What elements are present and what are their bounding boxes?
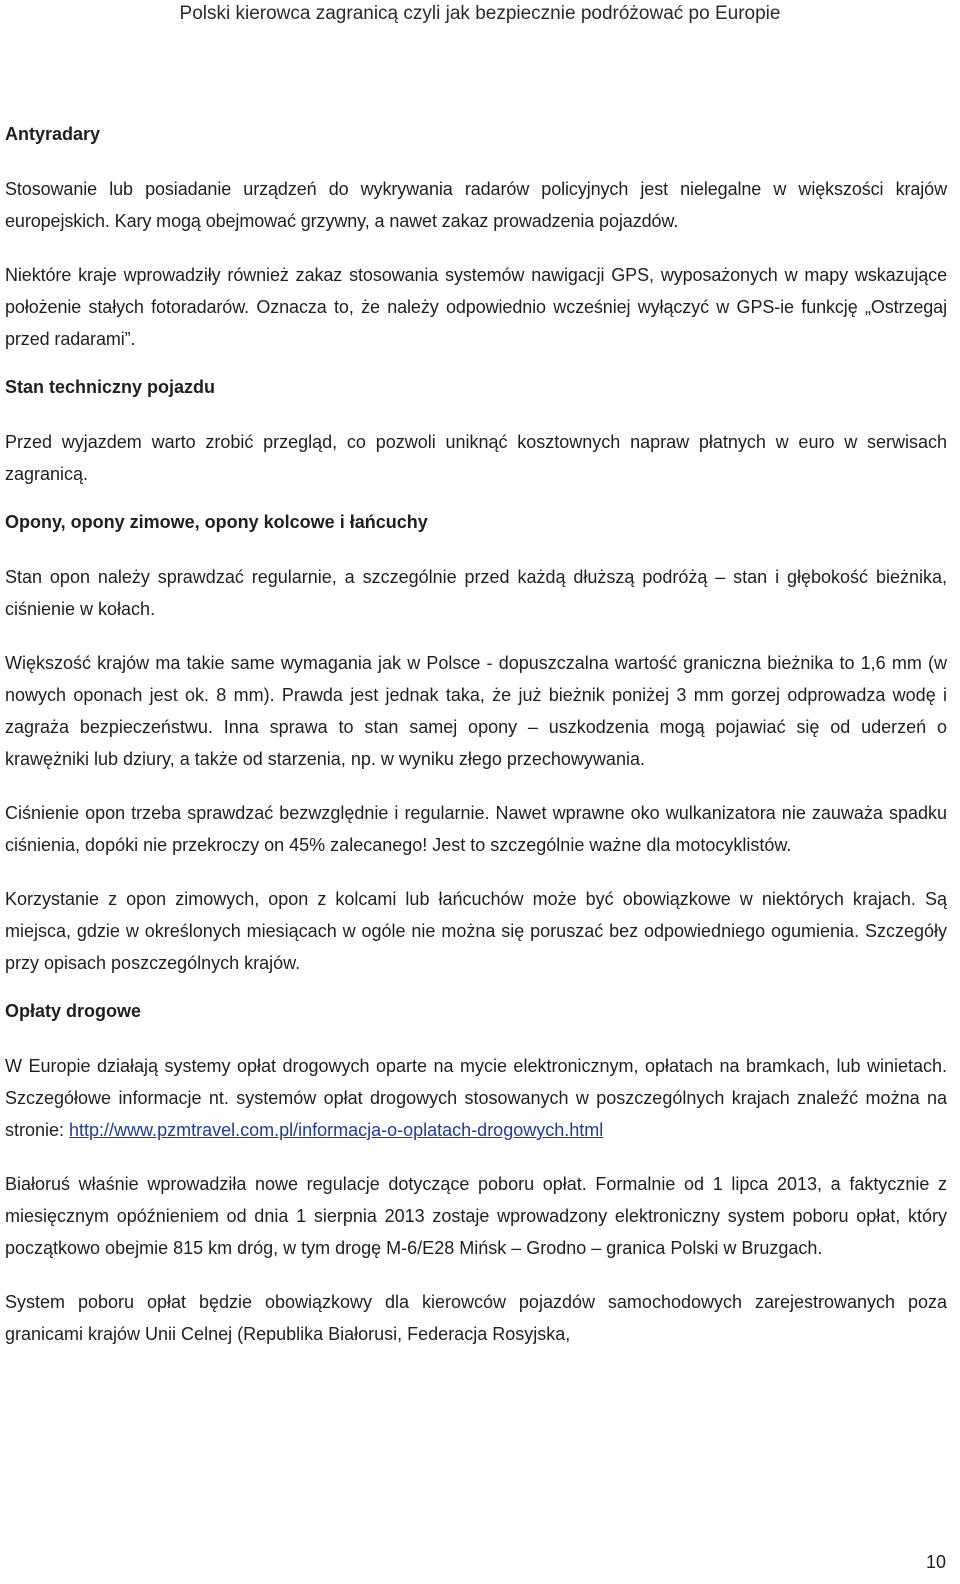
- pzmtravel-link[interactable]: http://www.pzmtravel.com.pl/informacja-o-oplatach-drogowych.html: [69, 1120, 604, 1140]
- page-number: 10: [925, 1552, 946, 1572]
- page-header: Polski kierowca zagranicą czyli jak bezpiecznie podróżować po Europie: [179, 3, 781, 24]
- paragraph-opony-4: Korzystanie z opon zimowych, opon z kolcami lub łańcuchów może być obowiązkowe w niektórych krajach. Są miejsca, gdzie w określonych miesiącach w ogóle nie można się poruszać bez odpowiedniego ogumienia. Szczegóły przy opisach poszczególnych krajów.: [5, 889, 947, 973]
- paragraph-opony-1: Stan opon należy sprawdzać regularnie, a szczególnie przed każdą dłuższą podróżą – stan i głębokość bieżnika, ciśnienie w kołach.: [5, 567, 947, 619]
- paragraph-antyradary-2: [5, 259, 947, 355]
- paragraph-antyradary-1: Stosowanie lub posiadanie urządzeń do wykrywania radarów policyjnych jest nielegalne w większości krajów europejskich. Kary mogą obejmować grzywny, a nawet zakaz prowadzenia pojazdów.: [5, 179, 947, 231]
- paragraph-oplaty-1-text: W Europie działają systemy opłat drogowych oparte na mycie elektronicznym, opłatach na bramkach, lub winietach. Szczegółowe informacje nt. systemów opłat drogowych stosowanych w poszczególnych krajach znaleźć można na stronie:: [5, 1056, 947, 1140]
- heading-opony: Opony, opony zimowe, opony kolcowe i łańcuchy: [5, 512, 428, 532]
- paragraph-stan-techniczny: Przed wyjazdem warto zrobić przegląd, co pozwoli uniknąć kosztownych napraw płatnych w euro w serwisach zagranicą.: [5, 432, 947, 484]
- heading-antyradary: Antyradary: [5, 124, 101, 144]
- paragraph-opony-3: Ciśnienie opon trzeba sprawdzać bezwzględnie i regularnie. Nawet wprawne oko wulkanizatora nie zauważa spadku ciśnienia, dopóki nie przekroczy on 45% zalecanego! Jest to szczególnie ważne dla motocyklistów.: [5, 803, 947, 855]
- paragraph-opony-2: Większość krajów ma takie same wymagania jak w Polsce - dopuszczalna wartość graniczna bieżnika to 1,6 mm (w nowych oponach jest ok. 8 mm). Prawda jest jednak taka, że już bieżnik poniżej 3 mm gorzej odprowadza wodę i zagraża bezpieczeństwu. Inna sprawa to stan samej opony – uszkodzenia mogą pojawiać się od uderzeń o krawężniki lub dziury, a także od starzenia, np. w wyniku złego przechowywania.: [5, 653, 947, 769]
- paragraph-oplaty-2: Białoruś właśnie wprowadziła nowe regulacje dotyczące poboru opłat. Formalnie od 1 lipca 2013, a faktycznie z miesięcznym opóźnieniem od dnia 1 sierpnia 2013 zostaje wprowadzony elektroniczny system poboru opłat, który początkowo obejmie 815 km dróg, w tym drogę M-6/E28 Mińsk – Grodno – granica Polski w Bruzgach.: [5, 1174, 947, 1258]
- paragraph-oplaty-1: [5, 1050, 947, 1146]
- paragraph-antyradary-2b: Oznacza to, że należy odpowiednio wcześniej wyłączyć w GPS-ie funkcję „Ostrzegaj przed radarami”.: [5, 297, 947, 349]
- heading-oplaty-drogowe: Opłaty drogowe: [5, 1001, 142, 1021]
- document-body: [5, 122, 947, 1372]
- paragraph-antyradary-2a: Niektóre kraje wprowadziły również zakaz stosowania systemów nawigacji GPS, wyposażonych w mapy wskazujące położenie stałych fotoradarów.: [5, 265, 947, 317]
- paragraph-oplaty-3: System poboru opłat będzie obowiązkowy dla kierowców pojazdów samochodowych zarejestrowanych poza granicami krajów Unii Celnej (Republika Białorusi, Federacja Rosyjska,: [5, 1292, 947, 1344]
- heading-stan-techniczny: Stan techniczny pojazdu: [5, 377, 216, 397]
